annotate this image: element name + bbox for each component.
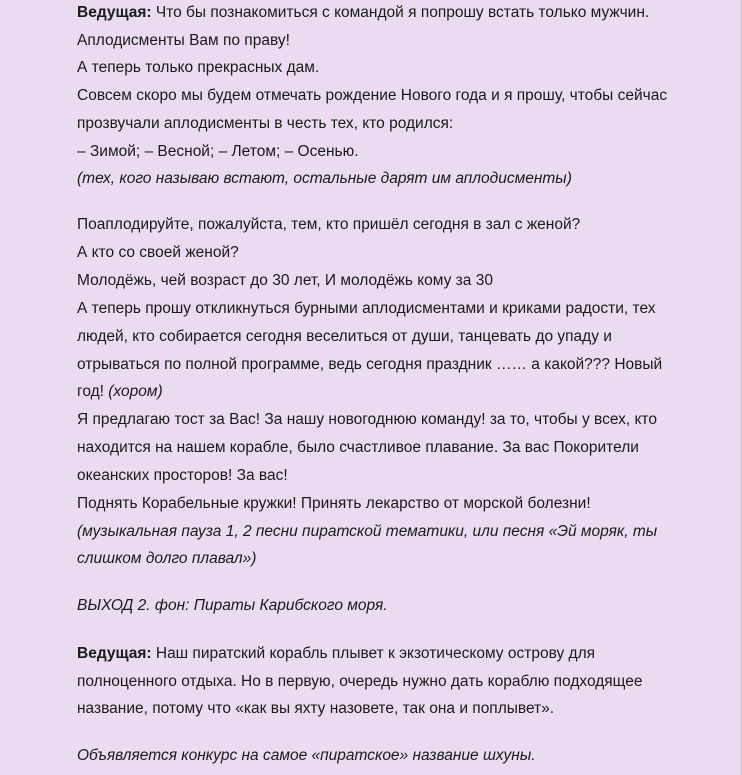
text-line: [77, 382, 163, 402]
stage-direction: (тех, кого называю встают, остальные дарят им аплодисменты): [77, 170, 572, 187]
text-line: находится на нашем корабле, было счастливое плавание. За вас Покорители: [77, 439, 639, 456]
stage-direction: слишком долго плавал»): [77, 550, 257, 567]
stage-direction: Объявляется конкурс на самое «пиратское» название шхуны.: [77, 747, 536, 764]
text-line: Поаплодируйте, пожалуйста, тем, кто пришёл сегодня в зал с женой?: [77, 216, 581, 233]
text-line: полноценного отдыха. Но в первую, очередь нужно дать кораблю подходящее: [77, 673, 643, 690]
text-line: А кто со своей женой?: [77, 244, 239, 261]
text-line: [77, 644, 595, 664]
line-text: год!: [77, 383, 109, 400]
text-line: Совсем скоро мы будем отмечать рождение Нового года и я прошу, чтобы сейчас: [77, 87, 668, 104]
text-line: А теперь только прекрасных дам.: [77, 59, 320, 76]
stage-direction: (хором): [108, 383, 163, 400]
line-text: Что бы познакомиться с командой я попрошу встать только мужчин.: [151, 4, 650, 21]
text-line: Я предлагаю тост за Вас! За нашу новогоднюю команду! за то, чтобы у всех, кто: [77, 411, 657, 428]
text-line: людей, кто собирается сегодня веселиться от души, танцевать до упаду и: [77, 328, 612, 345]
text-line: Аплодисменты Вам по праву!: [77, 32, 290, 49]
text-line: название, потому что «как вы яхту назовете, так она и поплывет».: [77, 700, 555, 717]
text-line: Молодёжь, чей возраст до 30 лет, И молодёжь кому за 30: [77, 272, 493, 289]
text-line: – Зимой; – Весной; – Летом; – Осенью.: [77, 143, 359, 160]
text-line: океанских просторов! За вас!: [77, 467, 288, 484]
speaker-label: Ведущая:: [77, 645, 152, 662]
scene-heading: ВЫХОД 2. фон: Пираты Карибского моря.: [77, 597, 388, 614]
line-text: Наш пиратский корабль плывет к экзотическому острову для: [151, 645, 596, 662]
text-line: отрываться по полной программе, ведь сегодня праздник …… а какой??? Новый: [77, 356, 663, 373]
speaker-label: Ведущая:: [77, 4, 152, 21]
stage-direction: (музыкальная пауза 1, 2 песни пиратской тематики, или песня «Эй моряк, ты: [77, 523, 658, 540]
text-line: А теперь прошу откликнуться бурными аплодисментами и криками радости, тех: [77, 300, 656, 317]
text-line: [77, 3, 649, 23]
text-line: прозвучали аплодисменты в честь тех, кто родился:: [77, 115, 454, 132]
text-line: Поднять Корабельные кружки! Принять лекарство от морской болезни!: [77, 495, 591, 512]
